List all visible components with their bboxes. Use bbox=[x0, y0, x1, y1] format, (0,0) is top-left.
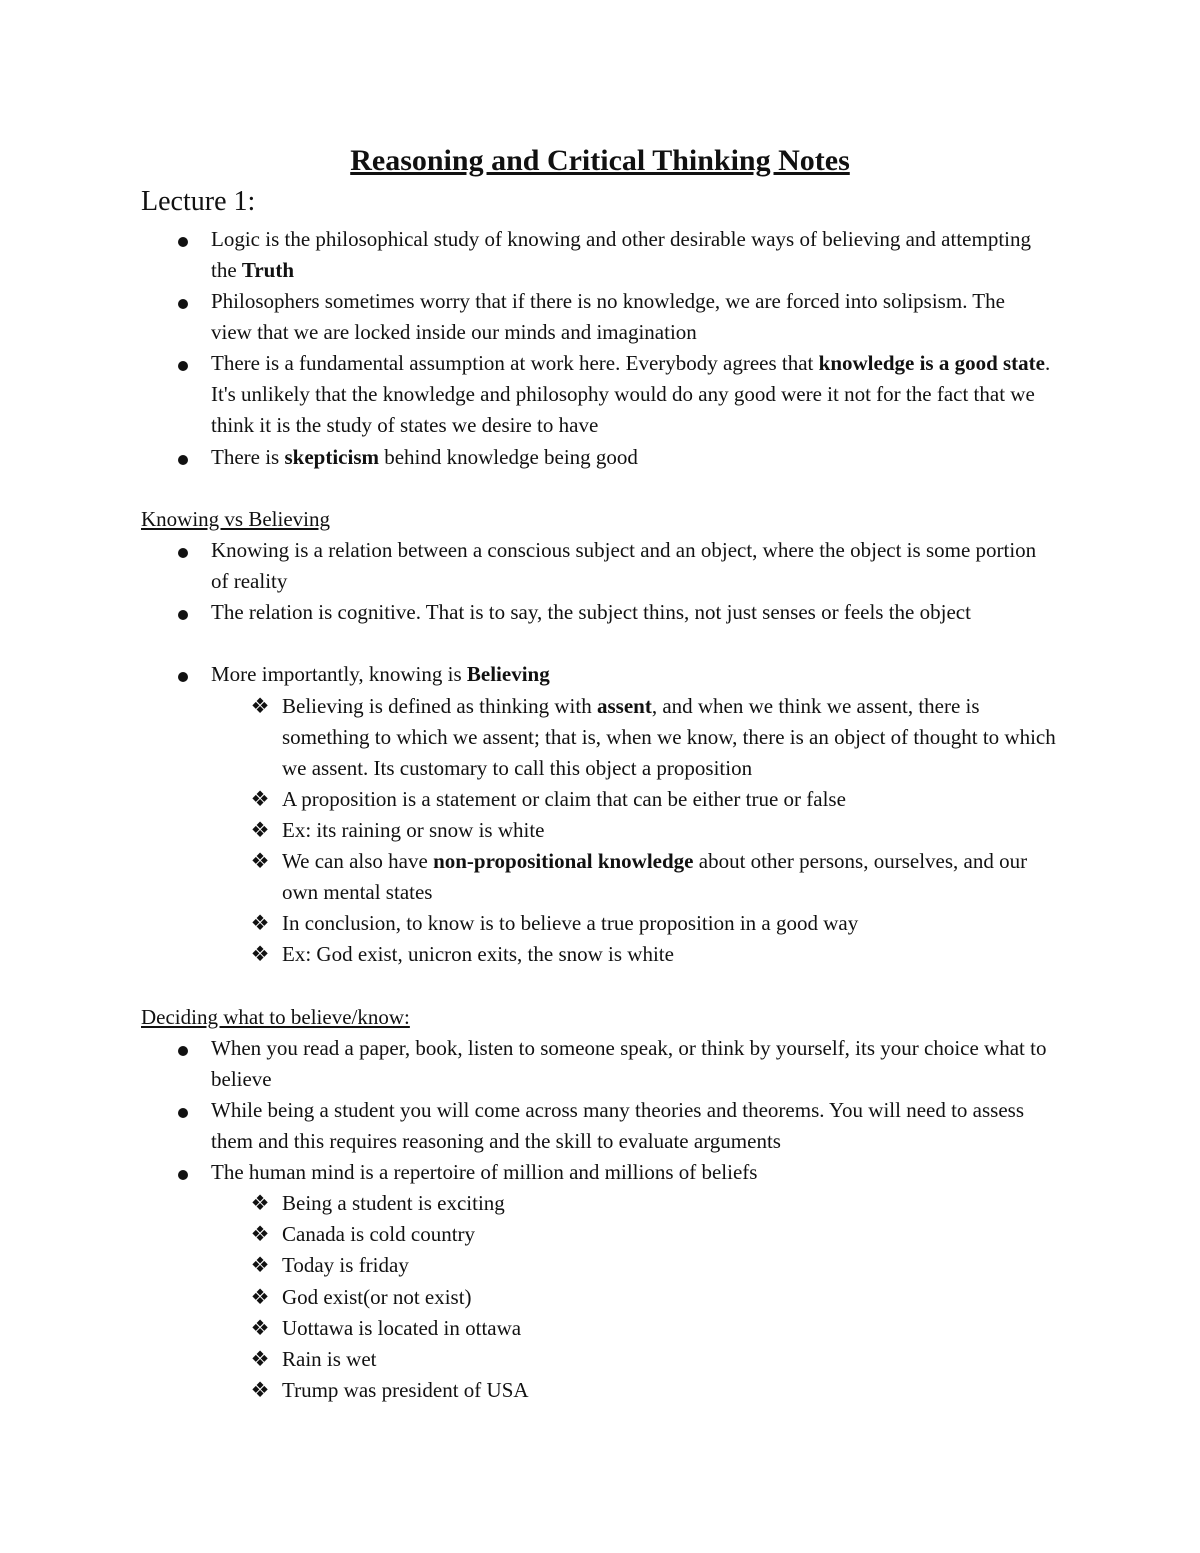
list-item: More importantly, knowing is Believing bbox=[211, 662, 550, 686]
diamond-bullet-icon: ❖ bbox=[250, 911, 270, 935]
list-item: While being a student you will come across many theories and theorems. You will need to assess them and this requires reasoning and the skill to evaluate arguments bbox=[211, 1098, 1025, 1153]
list-item: Knowing is a relation between a conscious subject and an object, where the object is some portion of reality bbox=[211, 538, 1037, 593]
list-item: The relation is cognitive. That is to say, the subject thins, not just senses or feels the object bbox=[211, 600, 971, 624]
diamond-bullet-icon: ❖ bbox=[250, 1191, 270, 1215]
section-heading-knowing-vs-believing: Knowing vs Believing bbox=[141, 507, 330, 531]
bullet-icon bbox=[178, 610, 188, 620]
bullet-icon bbox=[178, 1046, 188, 1056]
sub-list-item: Uottawa is located in ottawa bbox=[282, 1316, 522, 1340]
diamond-bullet-icon: ❖ bbox=[250, 1347, 270, 1371]
section-heading-deciding: Deciding what to believe/know: bbox=[141, 1005, 410, 1029]
sub-list-item: Believing is defined as thinking with assent, and when we think we assent, there is something to which we assent; that is, when we know, there is an object of thought to which we assent. Its customary to call this object a proposition bbox=[282, 694, 1056, 780]
diamond-bullet-icon: ❖ bbox=[250, 818, 270, 842]
bullet-icon bbox=[178, 548, 188, 558]
list-item: There is a fundamental assumption at work here. Everybody agrees that knowledge is a good state. It's unlikely that the knowledge and philosophy would do any good were it not for the fact that we think it is the study of states we desire to have bbox=[211, 351, 1051, 437]
list-item: When you read a paper, book, listen to someone speak, or think by yourself, its your choice what to believe bbox=[211, 1036, 1047, 1091]
diamond-bullet-icon: ❖ bbox=[250, 942, 270, 966]
sub-list-item: Being a student is exciting bbox=[282, 1191, 505, 1215]
list-item: The human mind is a repertoire of million and millions of beliefs bbox=[211, 1160, 758, 1184]
lecture-heading: Lecture 1: bbox=[141, 186, 256, 217]
sub-list-item: Ex: its raining or snow is white bbox=[282, 818, 545, 842]
sub-list-item: A proposition is a statement or claim that can be either true or false bbox=[282, 787, 846, 811]
diamond-bullet-icon: ❖ bbox=[250, 1253, 270, 1277]
sub-list-item: God exist(or not exist) bbox=[282, 1285, 472, 1309]
diamond-bullet-icon: ❖ bbox=[250, 1378, 270, 1402]
bullet-icon bbox=[178, 672, 188, 682]
bullet-icon bbox=[178, 1108, 188, 1118]
page-title: Reasoning and Critical Thinking Notes bbox=[350, 144, 850, 177]
sub-list-item: We can also have non-propositional knowledge about other persons, ourselves, and our own mental states bbox=[282, 849, 1028, 904]
sub-list-item: Ex: God exist, unicron exits, the snow is white bbox=[282, 942, 674, 966]
list-item: There is skepticism behind knowledge being good bbox=[211, 445, 638, 469]
sub-list-item: Today is friday bbox=[282, 1253, 409, 1277]
diamond-bullet-icon: ❖ bbox=[250, 1316, 270, 1340]
bullet-icon bbox=[178, 455, 188, 465]
sub-list-item: Canada is cold country bbox=[282, 1222, 476, 1246]
diamond-bullet-icon: ❖ bbox=[250, 694, 270, 718]
list-item: Philosophers sometimes worry that if there is no knowledge, we are forced into solipsism. The view that we are locked inside our minds and imagination bbox=[211, 289, 1005, 344]
bullet-icon bbox=[178, 237, 188, 247]
diamond-bullet-icon: ❖ bbox=[250, 1222, 270, 1246]
list-item: Logic is the philosophical study of knowing and other desirable ways of believing and attempting the Truth bbox=[211, 227, 1031, 282]
sub-list-item: In conclusion, to know is to believe a true proposition in a good way bbox=[282, 911, 859, 935]
diamond-bullet-icon: ❖ bbox=[250, 1285, 270, 1309]
diamond-bullet-icon: ❖ bbox=[250, 787, 270, 811]
bullet-icon bbox=[178, 361, 188, 371]
bullet-icon bbox=[178, 299, 188, 309]
diamond-bullet-icon: ❖ bbox=[250, 849, 270, 873]
sub-list-item: Trump was president of USA bbox=[282, 1378, 529, 1402]
sub-list-item: Rain is wet bbox=[282, 1347, 377, 1371]
bullet-icon bbox=[178, 1170, 188, 1180]
